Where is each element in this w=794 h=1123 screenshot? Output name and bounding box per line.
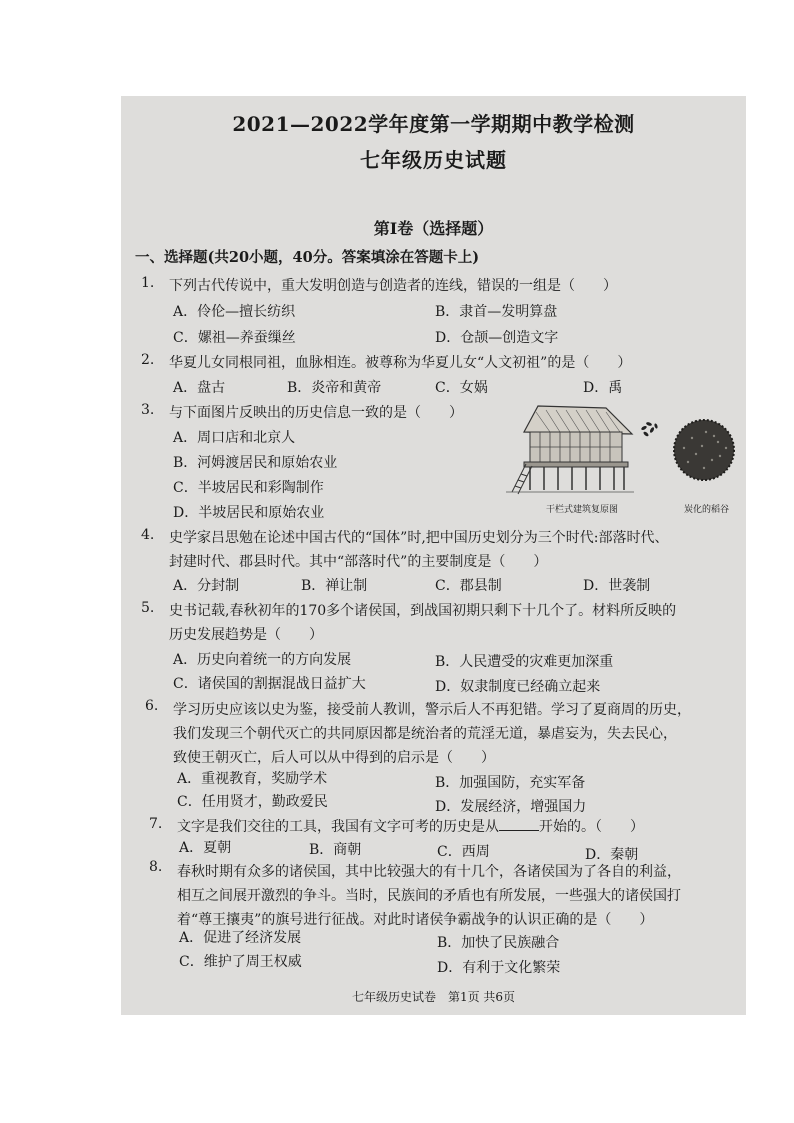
question-stem-part: 文字是我们交往的工具，我国有文字可考的历史是从 (177, 819, 499, 835)
option-d: D．半坡居民和原始农业 (173, 505, 325, 521)
question-stem: 下列古代传说中，重大发明创造与创造者的连线，错误的一组是（ ） (169, 278, 617, 294)
question-stem: 与下面图片反映出的历史信息一致的是（ ） (169, 405, 463, 421)
option-c: C．西周 (437, 844, 490, 860)
question-stem (177, 816, 644, 836)
question-number: 6. (145, 698, 159, 714)
option-a: A．夏朝 (179, 840, 232, 856)
option-b: B．禅让制 (301, 578, 368, 594)
option-b: B．河姆渡居民和原始农业 (173, 455, 338, 471)
option-d: D．发展经济，增强国力 (435, 799, 587, 815)
question-stem: 封建时代、郡县时代。其中“部落时代”的主要制度是（ ） (169, 554, 548, 570)
option-b: B．人民遭受的灾难更加深重 (435, 654, 614, 670)
question-stem: 华夏儿女同根同祖，血脉相连。被尊称为华夏儿女“人文初祖”的是（ ） (169, 355, 632, 371)
question-stem: 我们发现三个朝代灭亡的共同原因都是统治者的荒淫无道，暴虐妄为，失去民心， (173, 726, 677, 742)
option-a: A．促进了经济发展 (179, 930, 302, 946)
question-number: 1. (141, 275, 155, 291)
question-number: 3. (141, 402, 155, 418)
option-b: B．炎帝和黄帝 (287, 380, 382, 396)
section-heading: 一、选择题(共20小题，40分。答案填涂在答题卡上) (135, 249, 480, 266)
question-stem-part: 开始的。（ ） (539, 819, 644, 835)
question-stem: 春秋时期有众多的诸侯国，其中比较强大的有十几个，各诸侯国为了各自的利益， (177, 864, 681, 880)
option-c: C．嫘祖—养蚕缫丝 (173, 330, 296, 346)
question-stem: 史书记载,春秋初年的170多个诸侯国，到战国初期只剩下十几个了。材料所反映的 (169, 603, 677, 619)
option-c: C．郡县制 (435, 578, 502, 594)
question-stem: 史学家吕思勉在论述中国古代的“国体”时,把中国历史划分为三个时代:部落时代、 (169, 530, 669, 546)
answer-blank (499, 818, 539, 831)
exam-paper (121, 96, 746, 1015)
option-c: C．任用贤才，勤政爱民 (177, 794, 328, 810)
question-number: 4. (141, 527, 155, 543)
option-a: A．伶伦—擅长纺织 (173, 304, 296, 320)
question-stem: 学习历史应该以史为鉴，接受前人教训，警示后人不再犯错。学习了夏商周的历史， (173, 702, 691, 718)
option-a: A．历史向着统一的方向发展 (173, 652, 352, 668)
option-d: D．有利于文化繁荣 (437, 960, 561, 976)
exam-subtitle: 七年级历史试题 (360, 148, 507, 172)
q3-figure (506, 402, 746, 520)
option-c: C．维护了周王权威 (179, 954, 302, 970)
option-b: B．商朝 (309, 842, 362, 858)
option-c: C．女娲 (435, 380, 488, 396)
page-footer: 七年级历史试卷 第1页 共6页 (351, 990, 516, 1004)
option-b: B．加强国防，充实军备 (435, 775, 586, 791)
figure-caption-house: 干栏式建筑复原图 (546, 505, 619, 515)
question-number: 5. (141, 600, 155, 616)
option-d: D．秦朝 (585, 847, 639, 863)
question-number: 2. (141, 352, 155, 368)
option-d: D．仓颉—创造文字 (435, 330, 559, 346)
option-b: B．隶首—发明算盘 (435, 304, 558, 320)
question-stem: 相互之间展开激烈的争斗。当时，民族间的矛盾也有所发展，一些强大的诸侯国打 (177, 888, 681, 904)
question-stem: 历史发展趋势是（ ） (169, 627, 323, 643)
option-a: A．盘古 (173, 380, 226, 396)
option-d: D．世袭制 (583, 578, 651, 594)
option-d: D．禹 (583, 380, 623, 396)
option-a: A．周口店和北京人 (173, 430, 296, 446)
option-c: C．半坡居民和彩陶制作 (173, 480, 324, 496)
question-number: 7. (149, 816, 163, 832)
option-a: A．分封制 (173, 578, 240, 594)
exam-title: 2021—2022学年度第一学期期中教学检测 (232, 112, 635, 136)
option-c: C．诸侯国的割据混战日益扩大 (173, 676, 366, 692)
option-b: B．加快了民族融合 (437, 935, 560, 951)
question-number: 8. (149, 859, 163, 875)
option-d: D．奴隶制度已经确立起来 (435, 679, 601, 695)
volume-heading: 第Ⅰ卷（选择题） (373, 219, 494, 238)
option-a: A．重视教育，奖励学术 (177, 771, 328, 787)
question-stem: 致使王朝灭亡，后人可以从中得到的启示是（ ） (173, 750, 495, 766)
figure-caption-rice: 炭化的稻谷 (684, 505, 730, 515)
question-stem: 着“尊王攘夷”的旗号进行征战。对此时诸侯争霸战争的认识正确的是（ ） (177, 912, 654, 928)
